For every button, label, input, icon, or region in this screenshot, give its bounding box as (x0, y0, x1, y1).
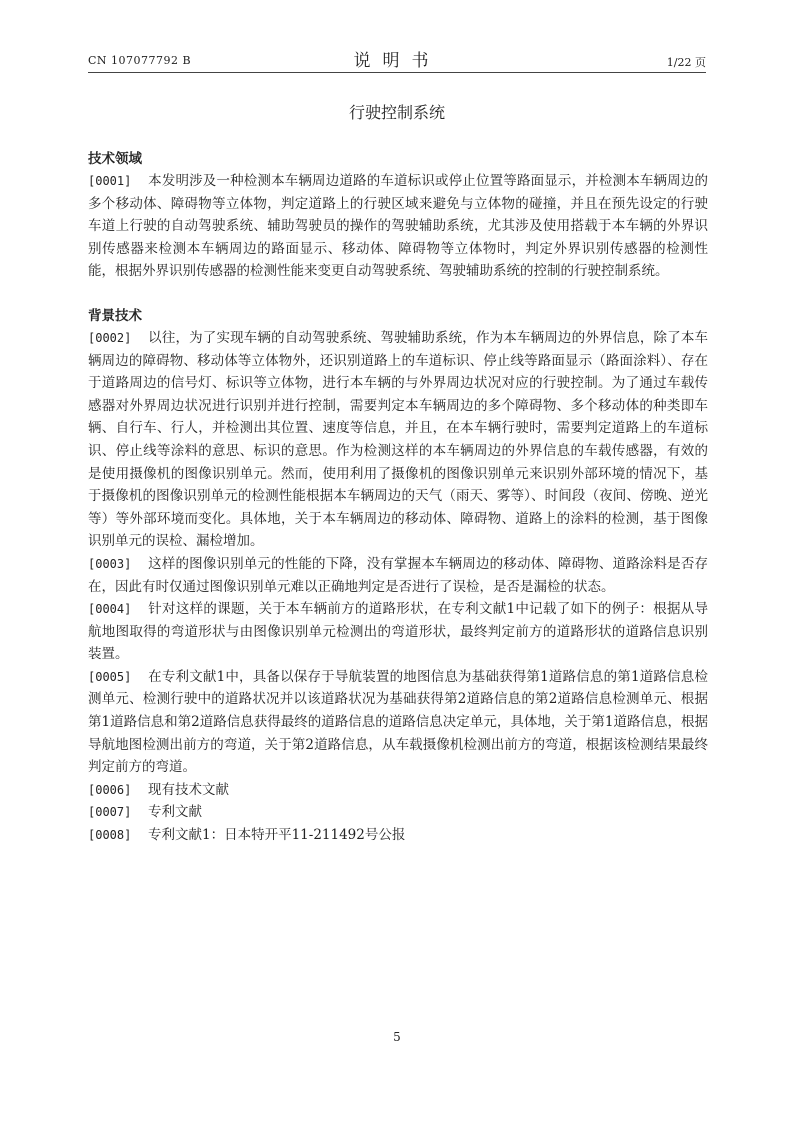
paragraph-text: 本发明涉及一种检测本车辆周边道路的车道标识或停止位置等路面显示，并检测本车辆周边的多个移动体、障碍物等立体物，判定道路上的行驶区域来避免与立体物的碰撞，并且在预先设定的行驶车道上行驶的自动驾驶系统、辅助驾驶员的操作的驾驶辅助系统，尤其涉及使用搭载于本车辆的外界识别传感器来检测本车辆周边的路面显示、移动体、障碍物等立体物时，判定外界识别传感器的检测性能，根据外界识别传感器的检测性能来变更自动驾驶系统、驾驶辅助系统的控制的行驶控制系统。 (88, 173, 708, 280)
paragraph-text: 针对这样的课题，关于本车辆前方的道路形状，在专利文献1中记载了如下的例子：根据从导航地图取得的弯道形状与由图像识别单元检测出的弯道形状，最终判定前方的道路形状的道路信息识别装置。 (88, 601, 708, 663)
document-type: 说明书 (353, 51, 441, 71)
paragraph-0007 (88, 801, 708, 824)
paragraph-number: [0008] (88, 828, 132, 843)
paragraph-0008 (88, 824, 708, 847)
paragraph-0004 (88, 598, 708, 666)
paragraph-text: 现有技术文献 (148, 781, 229, 798)
paragraph-text: 在专利文献1中，具备以保存于导航装置的地图信息为基础获得第1道路信息的第1道路信息检测单元、检测行驶中的道路状况并以该道路状况为基础获得第2道路信息的第2道路信息检测单元、根据第1道路信息和第2道路信息获得最终的道路信息的道路信息决定单元，具体地，关于第1道路信息，根据导航地图检测出前方的弯道，关于第2道路信息，从车载摄像机检测出前方的弯道，根据该检测结果最终判定前方的弯道。 (88, 668, 708, 776)
page-header (88, 46, 706, 73)
paragraph-number: [0001] (88, 174, 132, 188)
paragraph-0002 (88, 327, 708, 553)
paragraph-number: [0003] (88, 556, 132, 571)
paragraph-0005 (88, 666, 708, 779)
paragraph-number: [0005] (88, 669, 132, 684)
paragraph-text: 专利文献1：日本特开平11-211492号公报 (148, 827, 406, 844)
paragraph-text: 专利文献 (148, 804, 202, 821)
section-heading-background: 背景技术 (88, 307, 142, 324)
paragraph-0001 (88, 170, 708, 283)
paragraph-number: [0002] (88, 330, 132, 345)
document-title: 行驶控制系统 (348, 103, 445, 122)
patent-number: CN 107077792 B (88, 54, 192, 67)
page-number: 5 (393, 1030, 401, 1044)
paragraph-text: 这样的图像识别单元的性能的下降，没有掌握本车辆周边的移动体、障碍物、道路涂料是否存在，因此有时仅通过图像识别单元难以正确地判定是否进行了误检，是否是漏检的状态。 (88, 555, 708, 595)
paragraph-0003 (88, 553, 708, 598)
paragraph-number: [0006] (88, 782, 132, 797)
document-body (88, 148, 708, 847)
page-info: 1/22 页 (666, 56, 706, 69)
paragraph-text: 以往，为了实现车辆的自动驾驶系统、驾驶辅助系统，作为本车辆周边的外界信息，除了本车辆周边的障碍物、移动体等立体物外，还识别道路上的车道标识、停止线等路面显示（路面涂料）、存在于道路周边的信号灯、标识等立体物，进行本车辆的与外界周边状况对应的行驶控制。为了通过车载传感器对外界周边状况进行识别并进行控制，需要判定本车辆周边的多个障碍物、多个移动体的种类即车辆、自行车、行人，并检测出其位置、速度等信息，并且，在本车辆行驶时，需要判定道路上的车道标识、停止线等涂料的意思、标识的意思。作为检测这样的本车辆周边的外界信息的车载传感器，有效的是使用摄像机的图像识别单元。然而，使用利用了摄像机的图像识别单元来识别外部环境的情况下，基于摄像机的图像识别单元的检测性能根据本车辆周边的天气（雨天、雾等）、时间段（夜间、傍晚、逆光等）等外部环境而变化。具体地，关于本车辆周边的移动体、障碍物、道路上的涂料的检测，基于图像识别单元的误检、漏检增加。 (88, 329, 708, 550)
paragraph-number: [0004] (88, 602, 132, 617)
paragraph-0006 (88, 779, 708, 802)
section-heading-technical-field: 技术领域 (88, 151, 142, 167)
paragraph-number: [0007] (88, 805, 132, 820)
